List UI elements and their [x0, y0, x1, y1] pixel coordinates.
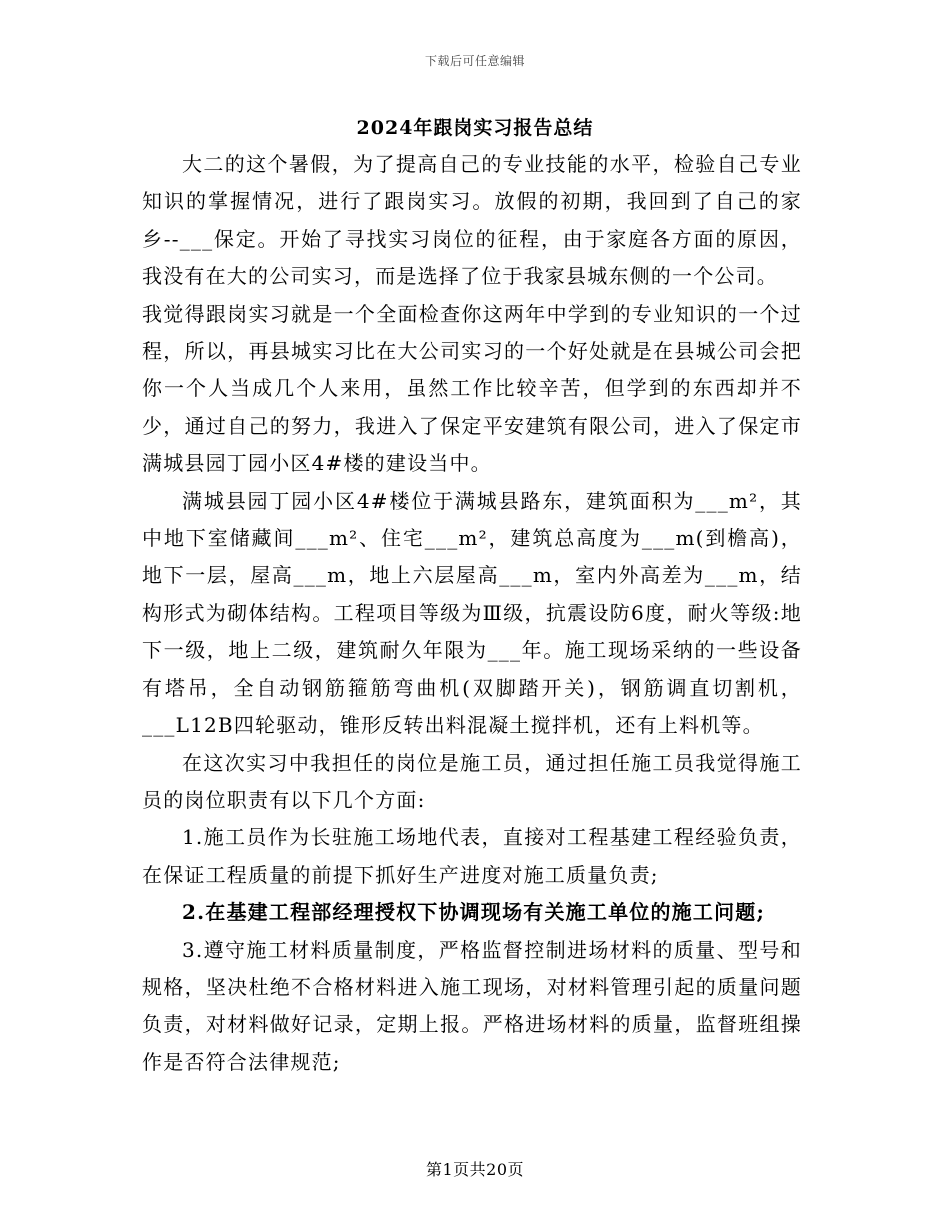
page-header: 下载后可任意编辑 — [424, 54, 525, 68]
page-number: 第1页共20页 — [425, 1160, 525, 1179]
paragraph-role-intro: 在这次实习中我担任的岗位是施工员，通过担任施工员我觉得施工员的岗位职责有以下几个方面: — [142, 750, 802, 812]
paragraph-internship-reflection: 我觉得跟岗实习就是一个全面检查你这两年中学到的专业知识的一个过程，所以，再县城实习比在大公司实习的一个好处就是在县城公司会把你一个人当成几个人来用，虽然工作比较辛苦，但学到的东西却并不少，通过自己的努力，我进入了保定平安建筑有限公司，进入了保定市满城县园丁园小区4#楼的建设当中。 — [142, 301, 802, 476]
list-item-duty-2: 2.在基建工程部经理授权下协调现场有关施工单位的施工问题; — [182, 900, 766, 925]
document-title: 2024年跟岗实习报告总结 — [356, 117, 594, 139]
document-body — [142, 146, 802, 1081]
list-item-duty-1: 1.施工员作为长驻施工场地代表，直接对工程基建工程经验负责，在保证工程质量的前提下抓好生产进度对施工质量负责; — [142, 825, 802, 887]
paragraph-intro: 大二的这个暑假，为了提高自己的专业技能的水平，检验自己专业知识的掌握情况，进行了跟岗实习。放假的初期，我回到了自己的家乡--___保定。开始了寻找实习岗位的征程，由于家庭各方面的原因，我没有在大的公司实习，而是选择了位于我家县城东侧的一个公司。 — [142, 152, 802, 289]
paragraph-project-overview: 满城县园丁园小区4#楼位于满城县路东，建筑面积为___m²，其中地下室储藏间___m²、住宅___m²，建筑总高度为___m(到檐高)，地下一层，屋高___m，地上六层屋高___m，室内外高差为___m，结构形式为砌体结构。工程项目等级为Ⅲ级，抗震设防6度，耐火等级:地下一级，地上二级，建筑耐久年限为___年。施工现场采纳的一些设备有塔吊，全自动钢筋箍筋弯曲机(双脚踏开关)，钢筋调直切割机，___L12B四轮驱动，锥形反转出料混凝土搅拌机，还有上料机等。 — [142, 488, 802, 738]
list-item-duty-3: 3.遵守施工材料质量制度，严格监督控制进场材料的质量、型号和规格，坚决杜绝不合格材料进入施工现场，对材料管理引起的质量问题负责，对材料做好记录，定期上报。严格进场材料的质量，监督班组操作是否符合法律规范; — [142, 937, 802, 1074]
